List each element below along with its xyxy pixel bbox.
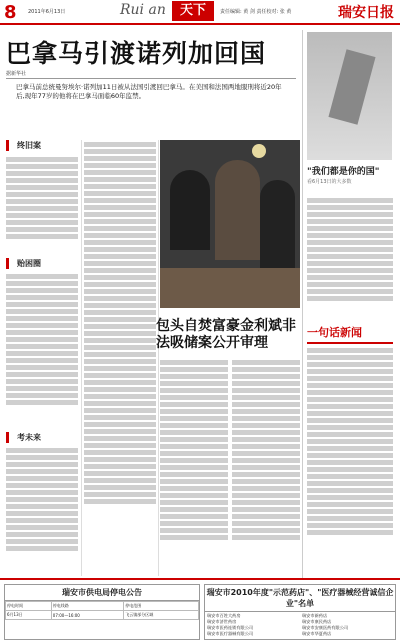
ruian-wordmark: Rui an (120, 2, 166, 18)
list-item: 瑞安市华夏药店 (302, 631, 332, 636)
list-item: 瑞安市百姓大药房 (207, 613, 241, 618)
list-item: 瑞安市济世药房 (207, 619, 237, 624)
byline: 据新华社 (6, 71, 27, 77)
sidebar-illustration (307, 32, 392, 160)
table-header-cell: 停电线路 (51, 602, 123, 611)
masthead-rule (0, 23, 400, 25)
column-rule (158, 140, 159, 576)
section-heading-b: 贻困圈 (6, 258, 41, 269)
pen-illustration (328, 49, 375, 124)
photo-figure-right (260, 180, 295, 270)
article-text-col2 (84, 140, 156, 576)
table-cell: 飞云镇部分区域 (124, 611, 199, 620)
column-rule (81, 140, 82, 576)
photo-figure-left (170, 170, 210, 250)
list-item: 瑞安市新药店 (302, 613, 328, 618)
sidebar-headline: "我们都是你的国" (307, 167, 380, 177)
pharmacy-list (205, 612, 395, 638)
list-item: 瑞安市康民药店 (302, 619, 332, 624)
section-heading-a: 终旧案 (6, 140, 41, 151)
photo-figure-center (215, 160, 260, 260)
section-tab: 天下 (172, 1, 214, 21)
power-outage-table (5, 601, 199, 620)
paper-logo: 瑞安日报 (338, 5, 394, 21)
sub-article-text-b (232, 358, 300, 576)
table-header-cell: 停电范围 (124, 602, 199, 611)
editors-line: 责任编辑: 黄 剑 责任校对: 张 黄 (220, 9, 292, 15)
issue-date: 2011年6月13日 (28, 9, 66, 15)
sub-article-text-a (160, 358, 228, 576)
brief-news-text (307, 346, 393, 574)
table-cell: 6月13日 (6, 611, 52, 620)
page-number: 8 (4, 2, 17, 23)
sidebar-subline: 看6月13日的大多数 (307, 179, 352, 185)
power-outage-notice (4, 584, 200, 640)
pharmacy-list-title: 瑞安市2010年度"示范药店"、"医疗器械经营诚信企业"名单 (205, 585, 395, 612)
brief-news-heading: 一句话新闻 (307, 324, 393, 344)
bottom-ad-banner (0, 578, 400, 641)
lead-text: 巴拿马前总统曼努埃尔·诺列加11日被从法国引渡回巴拿马。在美国和法国两地服刑将近20年后,现年77岁的他将在巴拿马面临60年监禁。 (16, 83, 282, 100)
article-text-col1b (6, 272, 78, 430)
photo-lamp (252, 144, 266, 158)
power-outage-title: 瑞安市供电局停电公告 (5, 585, 199, 601)
pharmacy-list-notice (204, 584, 396, 640)
list-item: 瑞安市医药连锁有限公司 (207, 625, 254, 630)
sub-headline: 包头自焚富豪金利斌非法吸储案公开审理 (156, 318, 296, 351)
article-text-col1a (6, 155, 78, 255)
article-text-col1c (6, 446, 78, 574)
sidebar-text (307, 196, 393, 320)
section-heading-c: 考未来 (6, 432, 41, 443)
news-photo (160, 140, 300, 308)
lead-box (6, 78, 296, 133)
masthead (0, 0, 400, 24)
table-header-cell: 停电时间 (6, 602, 52, 611)
sidebar (302, 30, 396, 578)
photo-table (160, 268, 300, 308)
list-item: 瑞安市医疗器械有限公司 (207, 631, 254, 636)
table-cell: 07:00—16:00 (51, 611, 123, 620)
list-item: 瑞安市安康医药有限公司 (302, 625, 349, 630)
main-headline: 巴拿马引渡诺列加回国 (6, 39, 267, 68)
